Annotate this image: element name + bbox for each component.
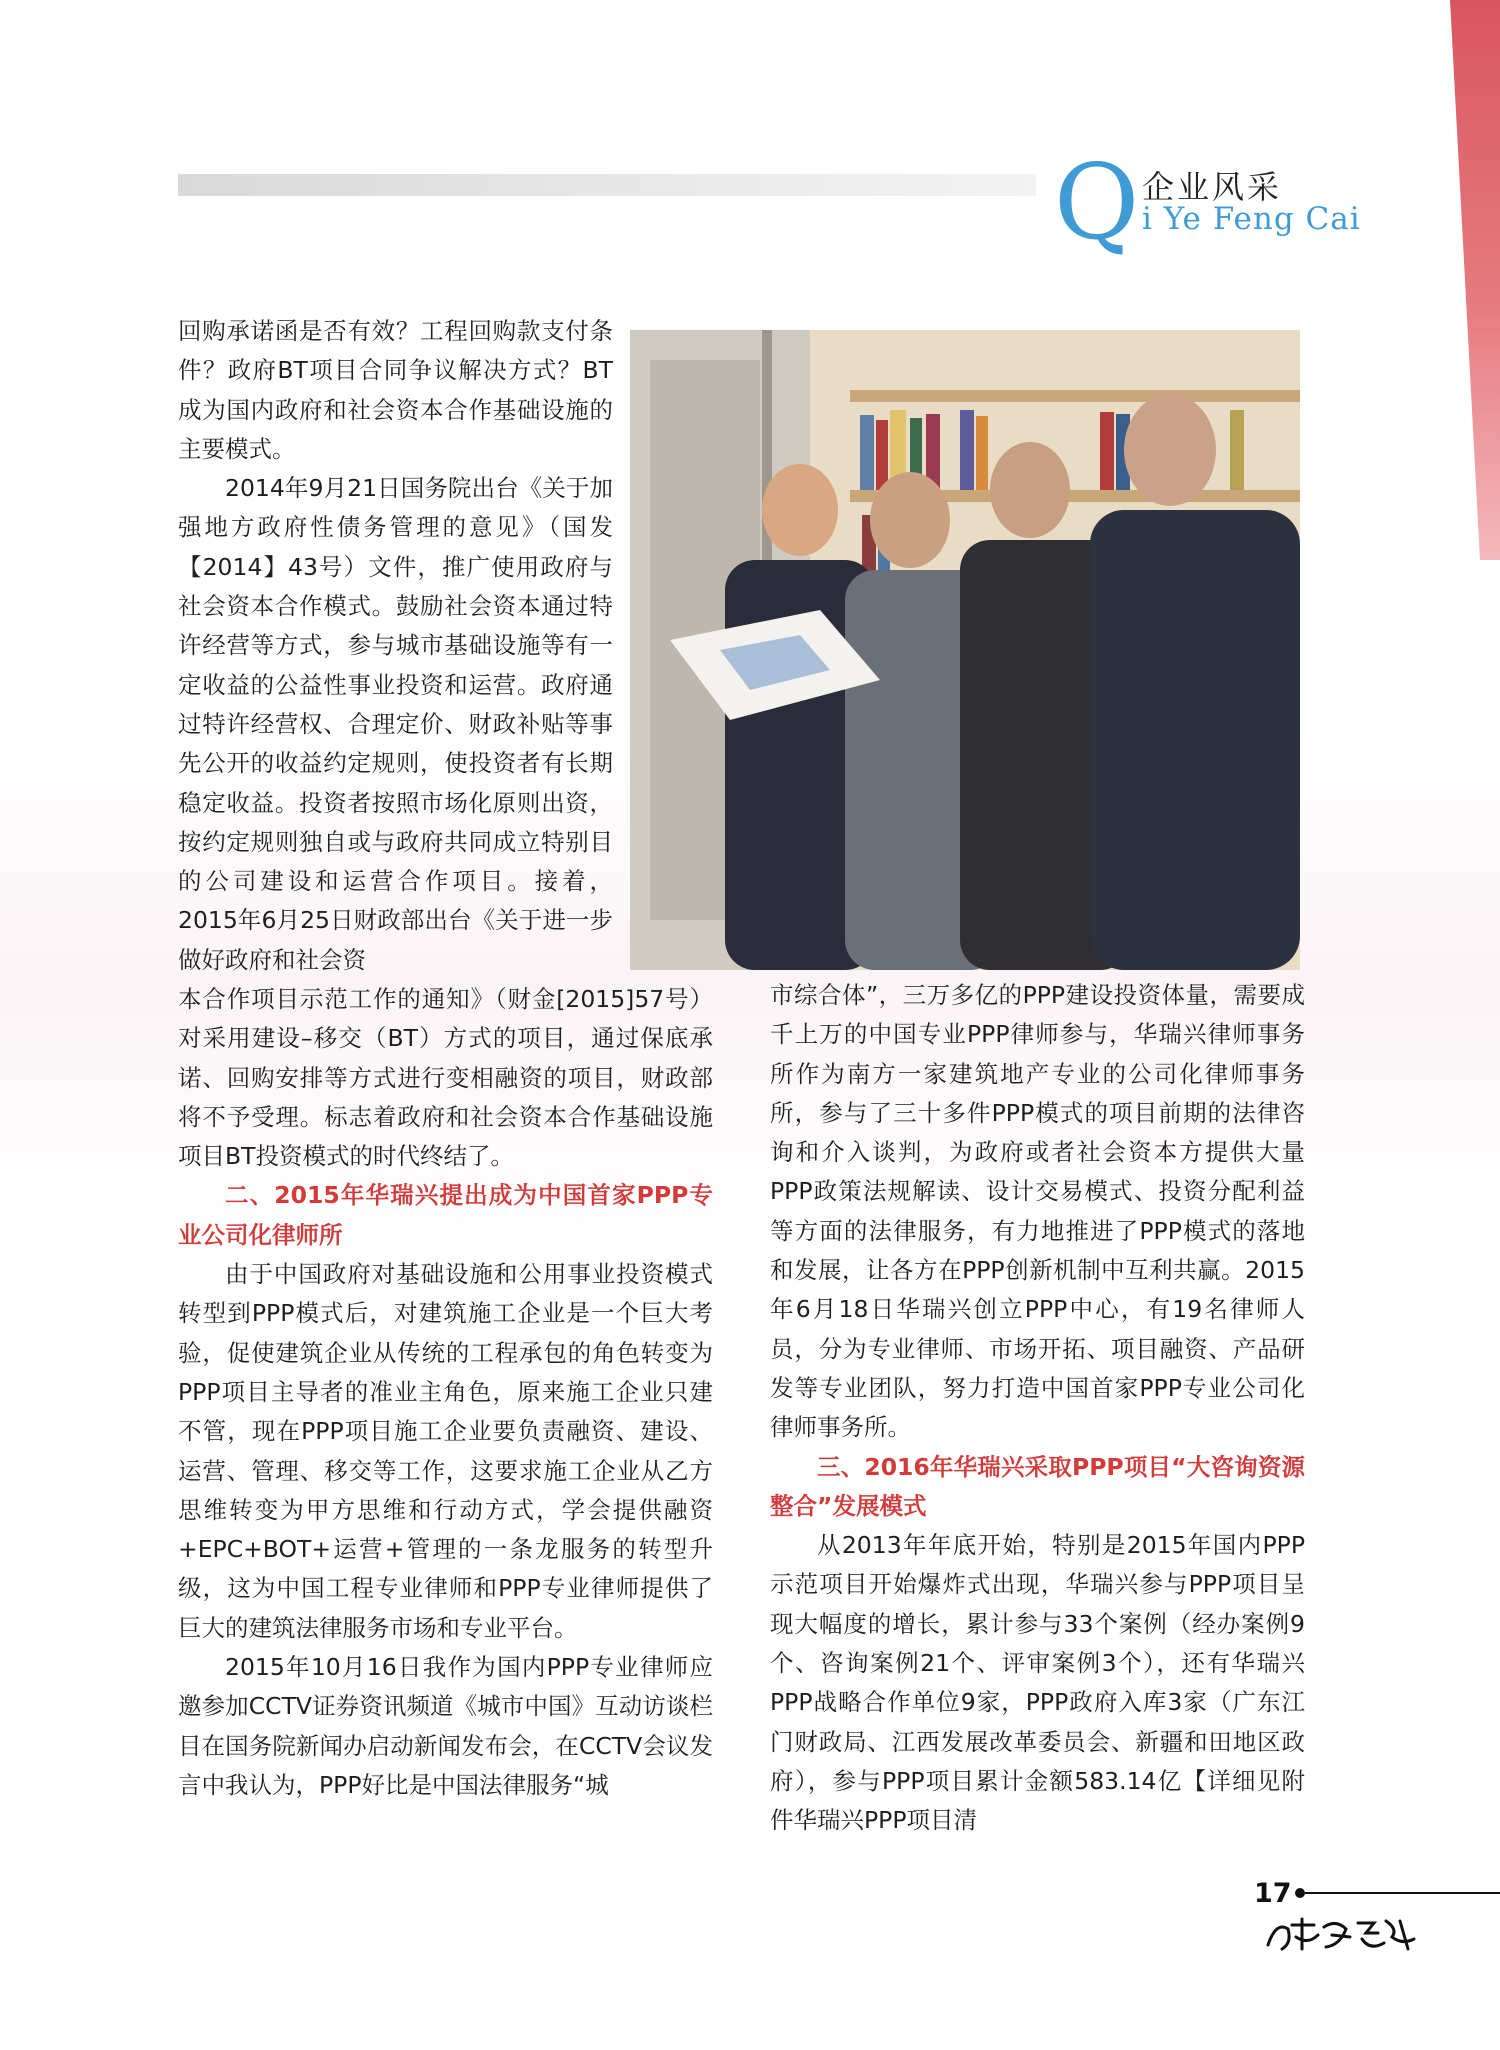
- header-gray-bar: [178, 174, 1036, 196]
- section-heading: 三、2016年华瑞兴采取PPP项目“大咨询资源整合”发展模式: [770, 1452, 1305, 1520]
- paragraph: 2014年9月21日国务院出台《关于加强地方政府性债务管理的意见》（国发【2014】43号）文件，推广使用政府与社会资本合作模式。鼓励社会资本通过特许经营等方式，参与城市基础设施等有一定收益的公益性事业投资和运营。政府通过特许经营权、合理定价、财政补贴等事先公开的收益约定规则，使投资者有长期稳定收益。投资者按照市场化原则出资，按约定规则独自或与政府共同成立特别目的公司建设和运营合作项目。接着，2015年6月25日财政部出台《关于进一步做好政府和社会资: [178, 474, 613, 974]
- section-title-en: i Ye Feng Cai: [1142, 201, 1361, 237]
- paragraph: 由于中国政府对基础设施和公用事业投资模式转型到PPP模式后，对建筑施工企业是一个巨大考验，促使建筑企业从传统的工程承包的角色转变为PPP项目主导者的准业主角色，原来施工企业只建不管，现在PPP项目施工企业要负责融资、建设、运营、管理、移交等工作，这要求施工企业从乙方思维转变为甲方思维和行动方式，学会提供融资+EPC+BOT+运营+管理的一条龙服务的转型升级，这为中国工程专业律师和PPP专业律师提供了巨大的建筑法律服务市场和专业平台。: [178, 1260, 713, 1642]
- paragraph: 本合作项目示范工作的通知》（财金[2015]57号）对采用建设–移交（BT）方式的项目，通过保底承诺、回购安排等方式进行变相融资的项目，财政部将不予受理。标志着政府和社会资本合作基础设施项目BT投资模式的时代终结了。: [178, 985, 713, 1171]
- page-number: 17: [1254, 1878, 1292, 1909]
- magazine-logo: [1262, 1915, 1422, 1955]
- section-title-cn: 企业风采: [1142, 168, 1283, 206]
- page-number-rule: [1305, 1892, 1500, 1894]
- right-column-main: [770, 976, 1305, 1841]
- meeting-photo-illustration: [630, 330, 1300, 970]
- section-heading: 二、2015年华瑞兴提出成为中国首家PPP专业公司化律师所: [178, 1181, 713, 1249]
- paragraph: 回购承诺函是否有效？工程回购款支付条件？政府BT项目合同争议解决方式？BT成为国内政府和社会资本合作基础设施的主要模式。: [178, 317, 613, 463]
- left-column-main: [178, 980, 713, 1805]
- paragraph: 从2013年年底开始，特别是2015年国内PPP示范项目开始爆炸式出现，华瑞兴参与PPP项目呈现大幅度的增长，累计参与33个案例（经办案例9个、咨询案例21个、评审案例3个），还有华瑞兴PPP战略合作单位9家，PPP政府入库3家（广东江门财政局、江西发展改革委员会、新疆和田地区政府），参与PPP项目累计金额583.14亿【详细见附件华瑞兴PPP项目清: [770, 1531, 1305, 1835]
- paragraph: 2015年10月16日我作为国内PPP专业律师应邀参加CCTV证券资讯频道《城市中国》互动访谈栏目在国务院新闻办启动新闻发布会，在CCTV会议发言中我认为，PPP好比是中国法律服务“城: [178, 1653, 713, 1799]
- left-column-top: [178, 312, 613, 980]
- section-logo-q: Q: [1054, 141, 1140, 263]
- corner-color-tab: [1450, 0, 1500, 560]
- page-number-dot: [1295, 1888, 1305, 1898]
- meeting-photo: [630, 330, 1300, 970]
- paragraph: 市综合体”，三万多亿的PPP建设投资体量，需要成千上万的中国专业PPP律师参与，华瑞兴律师事务所作为南方一家建筑地产专业的公司化律师事务所，参与了三十多件PPP模式的项目前期的法律咨询和介入谈判，为政府或者社会资本方提供大量PPP政策法规解读、设计交易模式、投资分配利益等方面的法律服务，有力地推进了PPP模式的落地和发展，让各方在PPP创新机制中互利共赢。2015年6月18日华瑞兴创立PPP中心，有19名律师人员，分为专业律师、市场开拓、项目融资、产品研发等专业团队，努力打造中国首家PPP专业公司化律师事务所。: [770, 981, 1305, 1442]
